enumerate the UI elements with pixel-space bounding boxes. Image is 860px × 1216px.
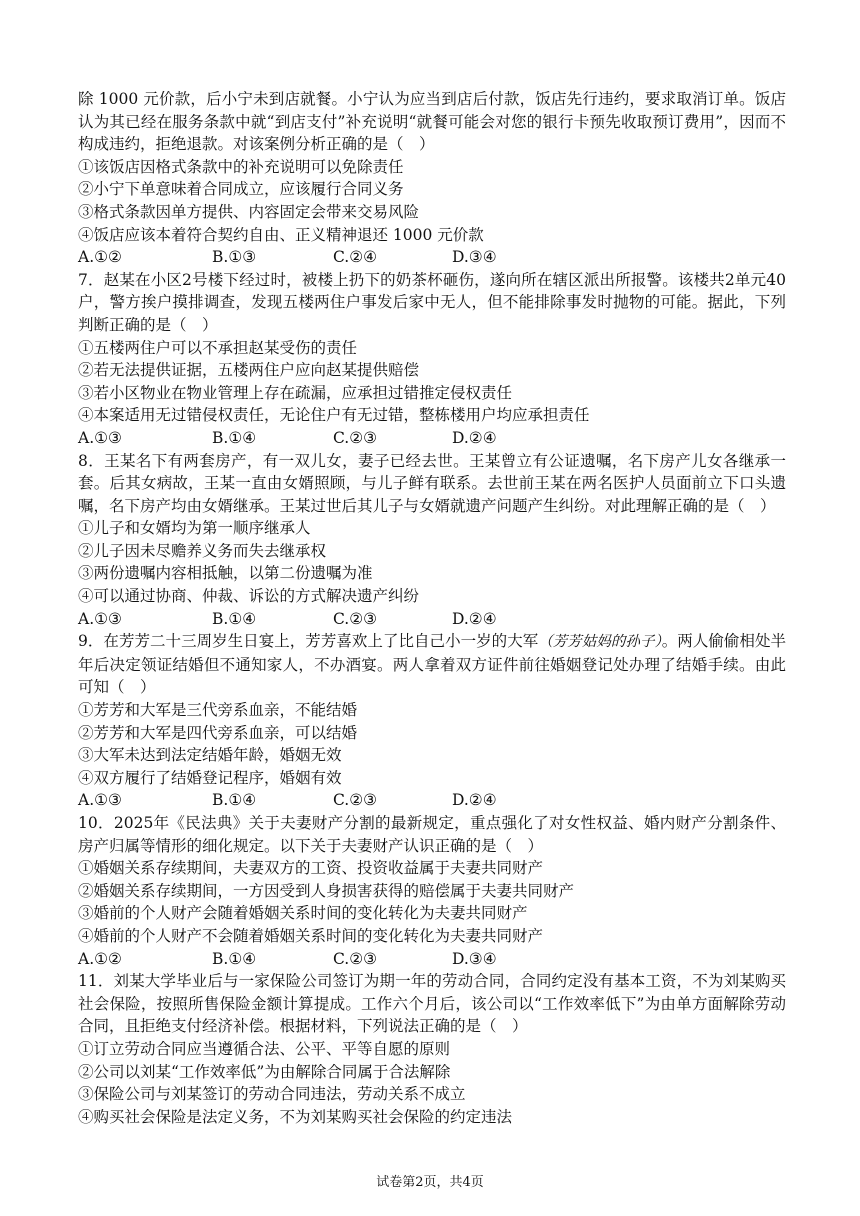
option-1: ①儿子和女婿均为第一顺序继承人 [78, 519, 311, 538]
answer-a: A.①③ [78, 428, 122, 447]
option-3: ③保险公司与刘某签订的劳动合同违法，劳动关系不成立 [78, 1085, 466, 1104]
page-content [78, 88, 786, 1128]
option-3: ③若小区物业在物业管理上存在疏漏，应承担过错推定侵权责任 [78, 383, 513, 402]
question-11 [78, 970, 786, 1128]
option-4: ④购买社会保险是法定义务，不为刘某购买社会保险的约定违法 [78, 1107, 513, 1126]
option-1: ①该饭店因格式条款中的补充说明可以免除责任 [78, 157, 404, 176]
option-1: ①五楼两住户可以不承担赵某受伤的责任 [78, 338, 358, 357]
question-stem: 8．王某名下有两套房产，有一双儿女，妻子已经去世。王某曾立有公证遗嘱，名下房产儿女各继承一套。后其女病故，王某一直由女婿照顾，与儿子鲜有联系。去世前王某在两名医护人员面前立下口头遗嘱，名下房产均由女婿继承。王某过世后其儿子与女婿就遗产问题产生纠纷。对此理解正确的是（ ） [78, 451, 786, 515]
answer-a: A.①③ [78, 791, 122, 810]
option-4: ④婚前的个人财产不会随着婚姻关系时间的变化转化为夫妻共同财产 [78, 926, 544, 945]
option-3: ③格式条款因单方提供、内容固定会带来交易风险 [78, 202, 420, 221]
question-stem: 7．赵某在小区2号楼下经过时，被楼上扔下的奶茶杯砸伤，遂向所在辖区派出所报警。该楼共2单元40户，警方挨户摸排调查，发现五楼两住户事发后家中无人，但不能排除事发时抛物的可能。据此，下列判断正确的是（ ） [78, 270, 786, 334]
stem-note: （芳芳姑妈的孙子） [538, 634, 662, 651]
answer-choices [78, 427, 786, 450]
question-8 [78, 450, 786, 631]
answer-choices [78, 948, 786, 971]
option-2: ②公司以刘某“工作效率低”为由解除合同属于合法解除 [78, 1062, 451, 1081]
option-2: ②芳芳和大军是四代旁系血亲，可以结婚 [78, 723, 358, 742]
answer-b: B.①④ [212, 428, 257, 447]
question-stem: 10．2025年《民法典》关于夫妻财产分割的最新规定，重点强化了对女性权益、婚内财产分割条件、房产归属等情形的细化规定。以下关于夫妻财产认识正确的是（ ） [78, 814, 786, 855]
answer-a: A.①② [78, 248, 122, 267]
option-1: ①婚姻关系存续期间，夫妻双方的工资、投资收益属于夫妻共同财产 [78, 859, 544, 878]
answer-c: C.②③ [333, 949, 378, 968]
answer-d: D.③④ [452, 949, 497, 968]
question-9 [78, 630, 786, 812]
option-1: ①订立劳动合同应当遵循合法、公平、平等自愿的原则 [78, 1039, 451, 1058]
question-stem: 除 1000 元价款，后小宁未到店就餐。小宁认为应当到店后付款，饭店先行违约，要求取消订单。饭店认为其已经在服务条款中就“到店支付”补充说明“就餐可能会对您的银行卡预先收取预订费用”，因而不构成违约，拒绝退款。对该案例分析正确的是（ ） [78, 90, 786, 154]
question-6 [78, 88, 786, 269]
question-10 [78, 812, 786, 970]
question-stem: 11．刘某大学毕业后与一家保险公司签订为期一年的劳动合同，合同约定没有基本工资，不为刘某购买社会保险，按照所售保险金额计算提成。工作六个月后，该公司以“工作效率低下”为由单方面解除劳动合同，且拒绝支付经济补偿。根据材料，下列说法正确的是（ ） [78, 972, 786, 1036]
answer-c: C.②③ [333, 791, 378, 810]
question-7 [78, 269, 786, 450]
answer-c: C.②④ [333, 248, 378, 267]
answer-d: D.③④ [452, 248, 497, 267]
option-3: ③大军未达到法定结婚年龄，婚姻无效 [78, 746, 342, 765]
option-3: ③婚前的个人财产会随着婚姻关系时间的变化转化为夫妻共同财产 [78, 904, 528, 923]
option-4: ④饭店应该本着符合契约自由、正义精神退还 1000 元价款 [78, 225, 484, 244]
option-4: ④双方履行了结婚登记程序，婚姻有效 [78, 768, 342, 787]
answer-d: D.②④ [452, 428, 497, 447]
option-1: ①芳芳和大军是三代旁系血亲，不能结婚 [78, 701, 358, 720]
stem-part-b: 。两人偷偷相处半年后决定领证结婚但不通知家人，不办酒宴。两人拿着双方证件前往婚姻登记处办理了结婚手续。由此可知（ ） [78, 632, 786, 697]
option-2: ②若无法提供证据，五楼两住户应向赵某提供赔偿 [78, 361, 420, 380]
option-3: ③两份遗嘱内容相抵触，以第二份遗嘱为准 [78, 564, 373, 583]
option-2: ②小宁下单意味着合同成立，应该履行合同义务 [78, 180, 404, 199]
page-footer: 试卷第2页，共4页 [376, 1175, 484, 1190]
answer-c: C.②③ [333, 428, 378, 447]
option-4: ④可以通过协商、仲裁、诉讼的方式解决遗产纠纷 [78, 587, 420, 606]
answer-c: C.②③ [333, 609, 378, 628]
answer-choices [78, 789, 786, 812]
answer-b: B.①④ [212, 949, 257, 968]
answer-b: B.①③ [212, 248, 257, 267]
stem-part-a: 9．在芳芳二十三周岁生日宴上，芳芳喜欢上了比自己小一岁的大军 [78, 632, 539, 651]
answer-a: A.①② [78, 949, 122, 968]
option-4: ④本案适用无过错侵权责任，无论住户有无过错，整栋楼用户均应承担责任 [78, 406, 590, 425]
option-2: ②儿子因未尽赡养义务而失去继承权 [78, 541, 327, 560]
option-2: ②婚姻关系存续期间，一方因受到人身损害获得的赔偿属于夫妻共同财产 [78, 881, 575, 900]
answer-b: B.①④ [212, 791, 257, 810]
answer-d: D.②④ [452, 609, 497, 628]
answer-choices [78, 608, 786, 631]
answer-a: A.①③ [78, 609, 122, 628]
answer-b: B.①④ [212, 609, 257, 628]
question-stem [78, 630, 786, 699]
answer-choices [78, 246, 786, 269]
answer-d: D.②④ [452, 791, 497, 810]
